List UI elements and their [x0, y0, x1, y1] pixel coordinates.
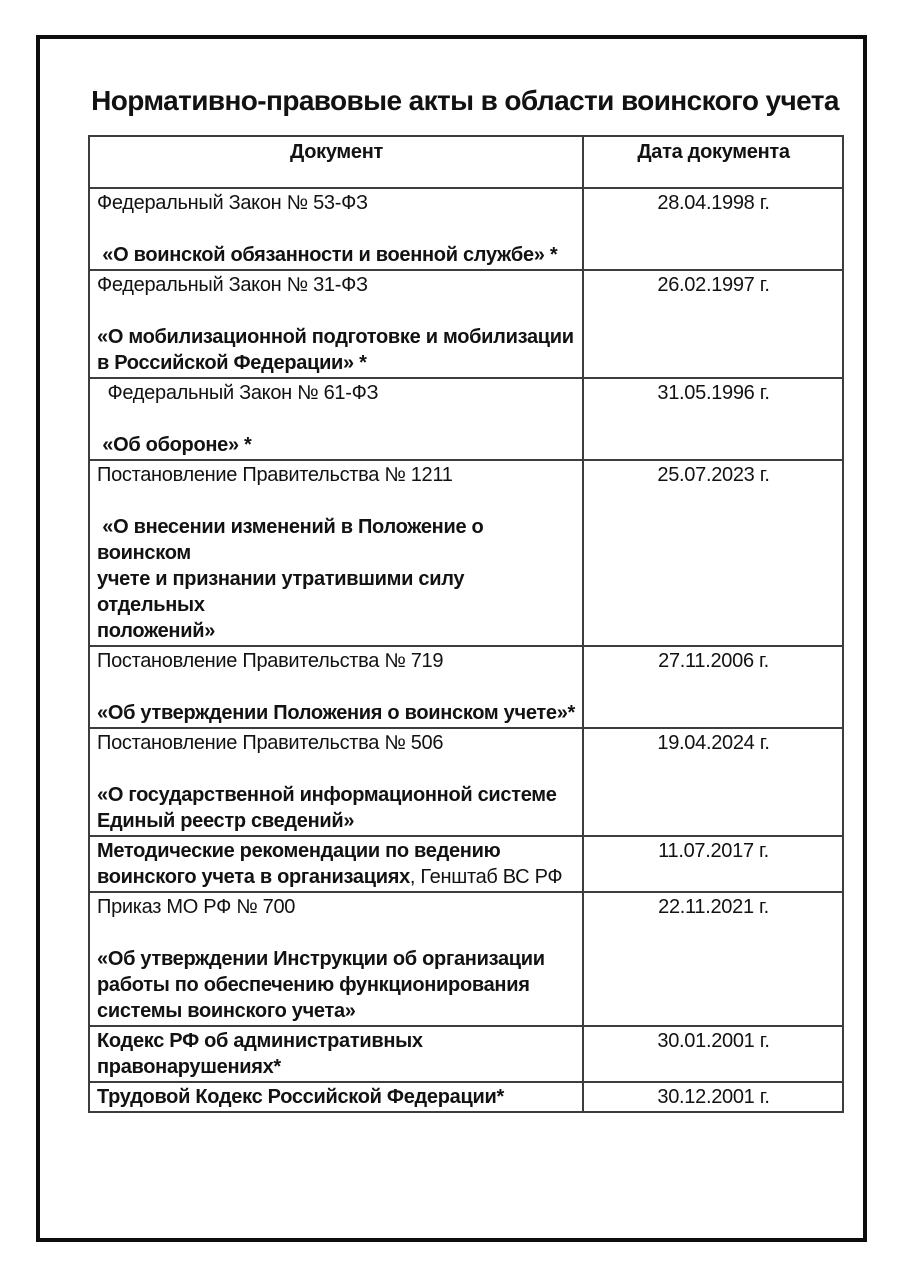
document-name — [97, 838, 576, 890]
document-cell — [89, 892, 583, 1026]
document-title: «О мобилизационной подготовке и мобилизации в Российской Федерации» * — [97, 326, 574, 374]
table-row — [89, 646, 843, 728]
date-cell: 28.04.1998 г. — [583, 188, 843, 270]
document-name: Федеральный Закон № 31-ФЗ — [97, 274, 368, 296]
document-name: Постановление Правительства № 1211 — [97, 464, 453, 486]
table-row — [89, 188, 843, 270]
table-header-row — [89, 136, 843, 188]
document-title: «Об обороне» * — [97, 434, 252, 456]
blank-line — [97, 298, 576, 324]
blank-line — [97, 756, 576, 782]
page-content — [88, 84, 842, 1113]
date-cell: 25.07.2023 г. — [583, 460, 843, 646]
document-cell — [89, 270, 583, 378]
document-cell — [89, 646, 583, 728]
document-name-suffix: , Генштаб ВС РФ — [409, 866, 563, 888]
table-row — [89, 836, 843, 892]
document-cell — [89, 836, 583, 892]
document-name: Федеральный Закон № 61-ФЗ — [97, 382, 379, 404]
document-name: Федеральный Закон № 53-ФЗ — [97, 192, 368, 214]
document-name: Трудовой Кодекс Российской Федерации* — [97, 1086, 504, 1108]
document-name: Кодекс РФ об административных правонарушениях* — [97, 1030, 423, 1078]
document-name: Постановление Правительства № 719 — [97, 650, 444, 672]
blank-line — [97, 488, 576, 514]
document-cell — [89, 460, 583, 646]
document-name: Постановление Правительства № 506 — [97, 732, 444, 754]
table-row — [89, 892, 843, 1026]
document-cell — [89, 728, 583, 836]
document-title: «О воинской обязанности и военной службе» * — [97, 244, 558, 266]
document-title: «Об утверждении Инструкции об организации работы по обеспечению функционирования системы воинского учета» — [97, 948, 545, 1022]
date-cell: 26.02.1997 г. — [583, 270, 843, 378]
column-header-date: Дата документа — [583, 136, 843, 188]
document-name: Приказ МО РФ № 700 — [97, 896, 296, 918]
document-cell — [89, 188, 583, 270]
date-cell: 27.11.2006 г. — [583, 646, 843, 728]
document-title: «Об утверждении Положения о воинском учете»* — [97, 702, 576, 724]
date-cell: 11.07.2017 г. — [583, 836, 843, 892]
table-row — [89, 460, 843, 646]
date-cell: 30.12.2001 г. — [583, 1082, 843, 1112]
column-header-document: Документ — [89, 136, 583, 188]
document-name-bold: Методические рекомендации по ведению воинского учета в организациях — [97, 840, 501, 888]
table-row — [89, 378, 843, 460]
date-cell: 31.05.1996 г. — [583, 378, 843, 460]
document-cell — [89, 378, 583, 460]
table-row — [89, 1026, 843, 1082]
table-row — [89, 270, 843, 378]
blank-line — [97, 216, 576, 242]
date-cell: 19.04.2024 г. — [583, 728, 843, 836]
documents-table — [88, 135, 844, 1113]
date-cell: 22.11.2021 г. — [583, 892, 843, 1026]
document-cell — [89, 1082, 583, 1112]
blank-line — [97, 406, 576, 432]
document-cell — [89, 1026, 583, 1082]
page-title: Нормативно-правовые акты в области воинского учета — [91, 85, 839, 116]
blank-line — [97, 920, 576, 946]
table-row — [89, 728, 843, 836]
date-cell: 30.01.2001 г. — [583, 1026, 843, 1082]
table-row — [89, 1082, 843, 1112]
document-title: «О внесении изменений в Положение о воинском учете и признании утратившими силу отдельных положений» — [97, 516, 484, 642]
blank-line — [97, 674, 576, 700]
document-title: «О государственной информационной системе Единый реестр сведений» — [97, 784, 557, 832]
